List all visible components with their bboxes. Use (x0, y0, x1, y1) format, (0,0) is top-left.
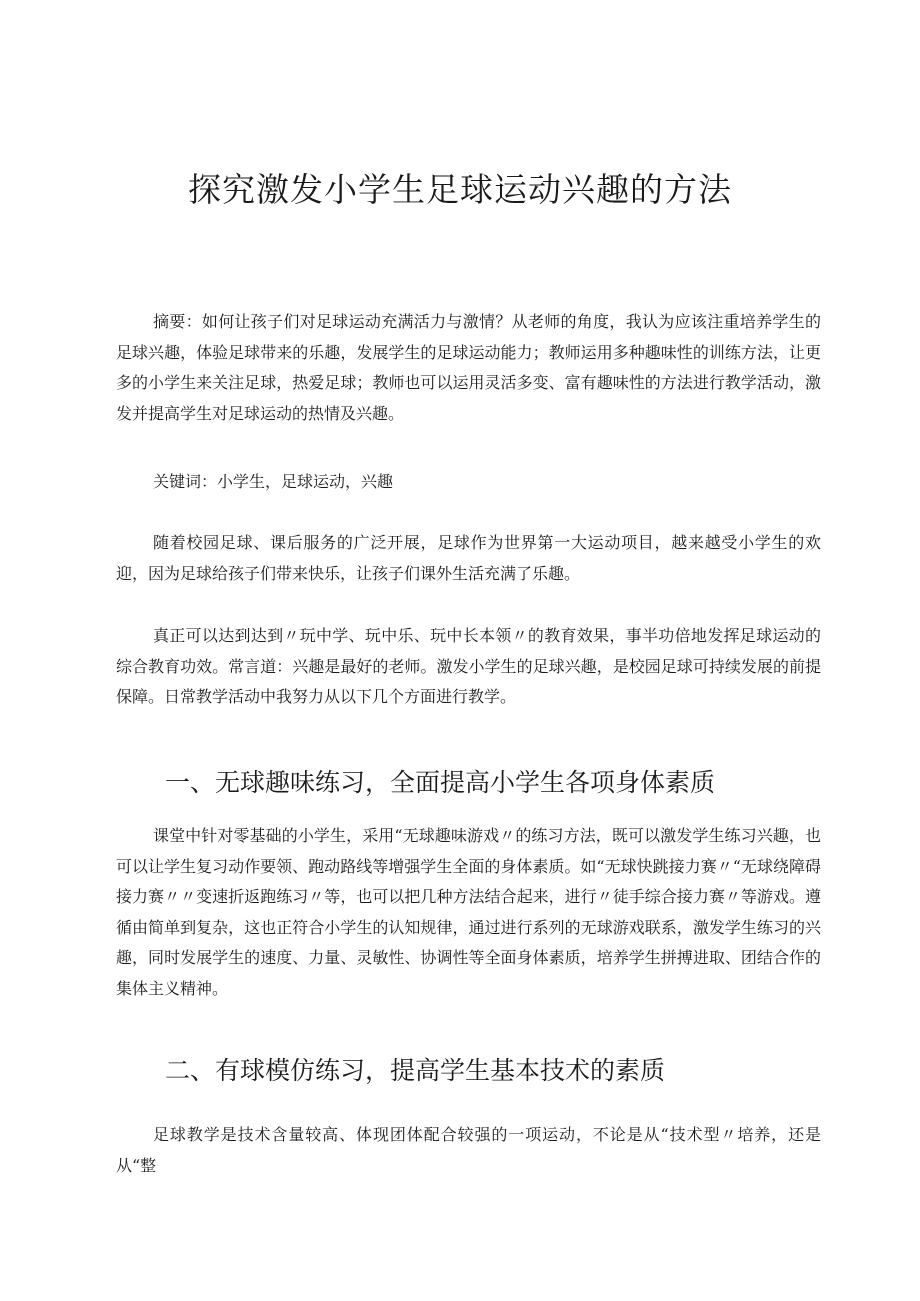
section-heading-2: 二、有球模仿练习，提高学生基本技术的素质 (165, 1056, 666, 1085)
section-heading-1: 一、无球趣味练习，全面提高小学生各项身体素质 (165, 768, 716, 797)
abstract-paragraph: 摘要：如何让孩子们对足球运动充满活力与激情？从老师的角度，我认为应该注重培养学生的足球兴趣，体验足球带来的乐趣，发展学生的足球运动能力；教师运用多种趣味性的训练方法，让更多的小学生来关注足球，热爱足球；教师也可以运用灵活多变、富有趣味性的方法进行教学活动，激发并提高学生对足球运动的热情及兴趣。 (116, 312, 821, 423)
body-paragraph-4: 足球教学是技术含量较高、体现团体配合较强的一项运动，不论是从“技术型〃培养，还是从“整 (116, 1125, 821, 1175)
body-paragraph-3: 课堂中针对零基础的小学生，采用“无球趣味游戏〃的练习方法，既可以激发学生练习兴趣，也可以让学生复习动作要领、跑动路线等增强学生全面的身体素质。如“无球快跳接力赛〃“无球绕障碍接力赛〃〃变速折返跑练习〃等，也可以把几种方法结合起来，进行〃徒手综合接力赛〃等游戏。遵循由简单到复杂，这也正符合小学生的认知规律，通过进行系列的无球游戏联系，激发学生练习的兴趣，同时发展学生的速度、力量、灵敏性、协调性等全面身体素质，培养学生拼搏进取、团结合作的集体主义精神。 (116, 826, 821, 998)
keywords-line: 关键词：小学生，足球运动，兴趣 (153, 472, 394, 491)
body-paragraph-2: 真正可以达到达到〃玩中学、玩中乐、玩中长本领〃的教育效果，事半功倍地发挥足球运动的综合教育功效。常言道：兴趣是最好的老师。激发小学生的足球兴趣，是校园足球可持续发展的前提保障。日常教学活动中我努力从以下几个方面进行教学。 (116, 626, 821, 706)
document-title: 探究激发小学生足球运动兴趣的方法 (188, 170, 732, 209)
body-paragraph-1: 随着校园足球、课后服务的广泛开展，足球作为世界第一大运动项目，越来越受小学生的欢迎，因为足球给孩子们带来快乐，让孩子们课外生活充满了乐趣。 (116, 533, 821, 583)
